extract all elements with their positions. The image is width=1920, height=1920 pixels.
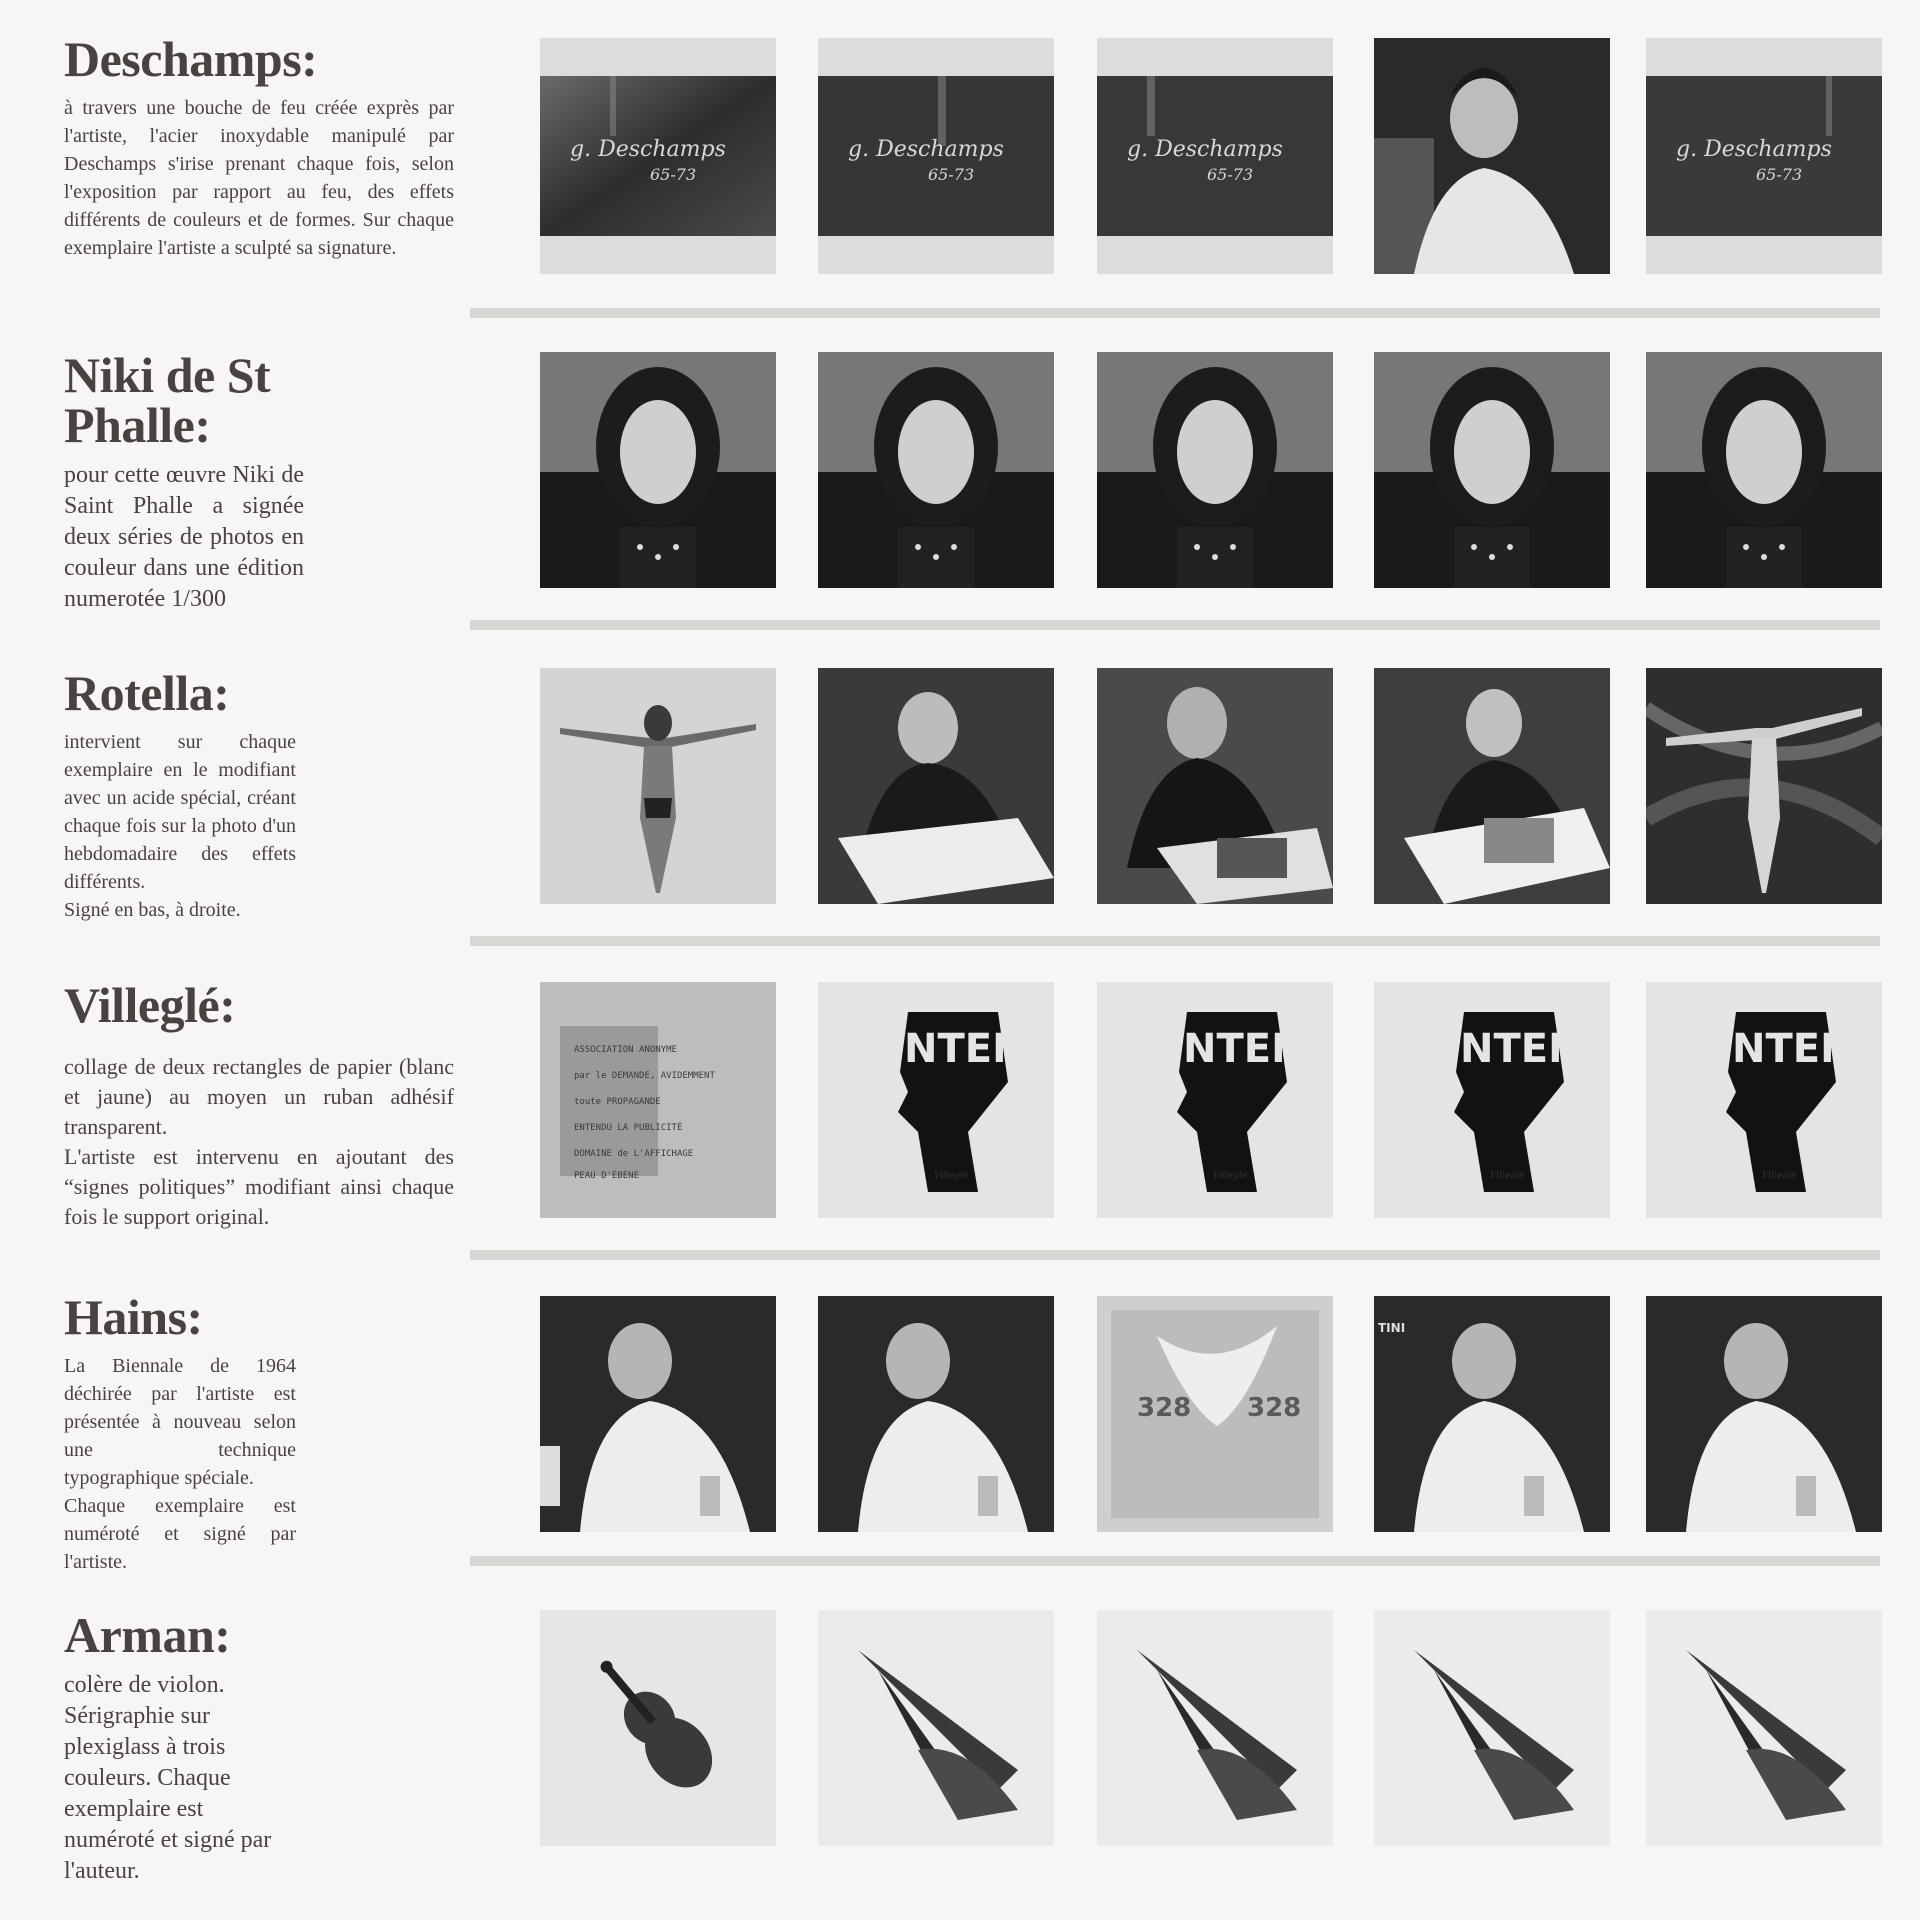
- artist-description: colère de violon. Sérigraphie sur plexiglass à trois couleurs. Chaque exemplaire est numéroté et signé par l'auteur.: [64, 1672, 272, 1884]
- photo-torn-poster-profile: [1374, 982, 1610, 1218]
- svg-text:ASSOCIATION ANONYME: ASSOCIATION ANONYME: [574, 1045, 677, 1055]
- svg-text:65-73: 65-73: [650, 165, 697, 184]
- photo-handwritten-note: [540, 982, 776, 1218]
- photo-shattered-violin: [1097, 1610, 1333, 1846]
- artist-text-block: [64, 31, 454, 262]
- section-divider: [470, 620, 1880, 630]
- artist-description: pour cette œuvre Niki de Saint Phalle a signée deux séries de photos en couleur dans une édition numerotée 1/300: [64, 462, 304, 612]
- artist-name: Niki de St Phalle:: [64, 347, 271, 453]
- artist-description: La Biennale de 1964 déchirée par l'artiste est présentée à nouveau selon une technique typographique spéciale. Chaque exemplaire est numéroté et signé par l'artiste.: [64, 1355, 296, 1573]
- svg-text:par le DEMANDE, AVIDEMMENT: par le DEMANDE, AVIDEMMENT: [574, 1071, 715, 1081]
- svg-text:NTEN: NTEN: [904, 1026, 1026, 1072]
- svg-text:Villeglé: Villeglé: [1490, 1171, 1525, 1181]
- svg-text:DOMAINE de L'AFFICHAGE: DOMAINE de L'AFFICHAGE: [574, 1149, 694, 1159]
- artist-description: intervient sur chaque exemplaire en le modifiant avec un acide spécial, créant chaque fois sur la photo d'un hebdomadaire des effets différents. Signé en bas, à droite.: [64, 731, 296, 921]
- artist-description: à travers une bouche de feu créée exprès par l'artiste, l'acier inoxydable manipulé par Deschamps s'irise prenant chaque fois, selon l'exposition par rapport au feu, des effets différents de couleurs et de formes. Sur chaque exemplaire l'artiste a sculpté sa signature.: [64, 97, 454, 259]
- svg-text:65-73: 65-73: [1207, 165, 1254, 184]
- svg-text:g. Deschamps: g. Deschamps: [1676, 137, 1832, 162]
- svg-text:65-73: 65-73: [928, 165, 975, 184]
- photo-torn-poster-profile: [1097, 982, 1333, 1218]
- photo-artist-seated: [818, 1296, 1054, 1532]
- artist-text-block: [64, 1607, 296, 1887]
- photo-biennale-poster: [1097, 1296, 1333, 1532]
- photo-figure-outstretched-arms: [540, 668, 776, 904]
- svg-text:Villeglé: Villeglé: [1762, 1171, 1797, 1181]
- photo-artist-at-table: [1097, 668, 1333, 904]
- section-divider: [470, 1250, 1880, 1260]
- svg-text:328: 328: [1137, 1393, 1192, 1423]
- photo-row: [540, 1296, 1880, 1534]
- svg-text:NTEN: NTEN: [1732, 1026, 1854, 1072]
- photo-row: [540, 38, 1880, 276]
- artist-text-block: [64, 1289, 296, 1576]
- photo-shattered-violin: [818, 1610, 1054, 1846]
- photo-signed-steel-plate: [1646, 38, 1882, 274]
- section-divider: [470, 308, 1880, 318]
- photo-woman-portrait: [818, 352, 1054, 588]
- photo-row: [540, 1610, 1880, 1848]
- photo-row: [540, 668, 1880, 906]
- artist-text-block: [64, 977, 454, 1232]
- artist-name: Hains:: [64, 1289, 203, 1345]
- artist-name: Arman:: [64, 1607, 231, 1663]
- photo-row: [540, 352, 1880, 590]
- photo-woman-portrait: [1097, 352, 1333, 588]
- artist-text-block: [64, 347, 304, 615]
- photo-torn-poster-profile: [1646, 982, 1882, 1218]
- svg-text:65-73: 65-73: [1756, 165, 1803, 184]
- artist-name: Villeglé:: [64, 977, 236, 1033]
- photo-signed-steel-plate: [818, 38, 1054, 274]
- photo-signed-steel-plate: [540, 38, 776, 274]
- photo-violin: [540, 1610, 776, 1846]
- artist-name: Rotella:: [64, 665, 230, 721]
- svg-text:g. Deschamps: g. Deschamps: [570, 137, 726, 162]
- svg-text:toute PROPAGANDE: toute PROPAGANDE: [574, 1097, 661, 1107]
- photo-artist-seated: [1374, 1296, 1610, 1532]
- svg-text:TINI: TINI: [1378, 1321, 1406, 1335]
- photo-torn-poster-profile: [818, 982, 1054, 1218]
- photo-shattered-violin: [1374, 1610, 1610, 1846]
- photo-artist-at-table: [818, 668, 1054, 904]
- svg-text:g. Deschamps: g. Deschamps: [848, 137, 1004, 162]
- artist-text-block: [64, 665, 296, 924]
- photo-artist-seated: [1646, 1296, 1882, 1532]
- photo-woman-portrait: [540, 352, 776, 588]
- svg-text:NTEN: NTEN: [1460, 1026, 1582, 1072]
- svg-text:Villeglé: Villeglé: [934, 1171, 969, 1181]
- photo-artist-portrait: [1374, 38, 1610, 274]
- artist-description: collage de deux rectangles de papier (blanc et jaune) au moyen un ruban adhésif transparent. L'artiste est intervenu en ajoutant des “signes politiques” modifiant ainsi chaque fois le support original.: [64, 1054, 454, 1229]
- svg-text:Villeglé: Villeglé: [1213, 1171, 1248, 1181]
- section-divider: [470, 936, 1880, 946]
- photo-woman-portrait: [1646, 352, 1882, 588]
- photo-row: [540, 982, 1880, 1220]
- photo-figure-altered: [1646, 668, 1882, 904]
- svg-text:ENTENDU LA PUBLICITÉ: ENTENDU LA PUBLICITÉ: [574, 1123, 683, 1133]
- photo-woman-portrait: [1374, 352, 1610, 588]
- photo-shattered-violin: [1646, 1610, 1882, 1846]
- photo-signed-steel-plate: [1097, 38, 1333, 274]
- svg-text:328: 328: [1247, 1393, 1302, 1423]
- artist-name: Deschamps:: [64, 31, 318, 87]
- photo-artist-seated: [540, 1296, 776, 1532]
- section-divider: [470, 1556, 1880, 1566]
- svg-text:g. Deschamps: g. Deschamps: [1127, 137, 1283, 162]
- svg-text:PEAU D'ÉBÈNE: PEAU D'ÉBÈNE: [574, 1171, 640, 1181]
- svg-text:NTEN: NTEN: [1183, 1026, 1305, 1072]
- photo-artist-signing: [1374, 668, 1610, 904]
